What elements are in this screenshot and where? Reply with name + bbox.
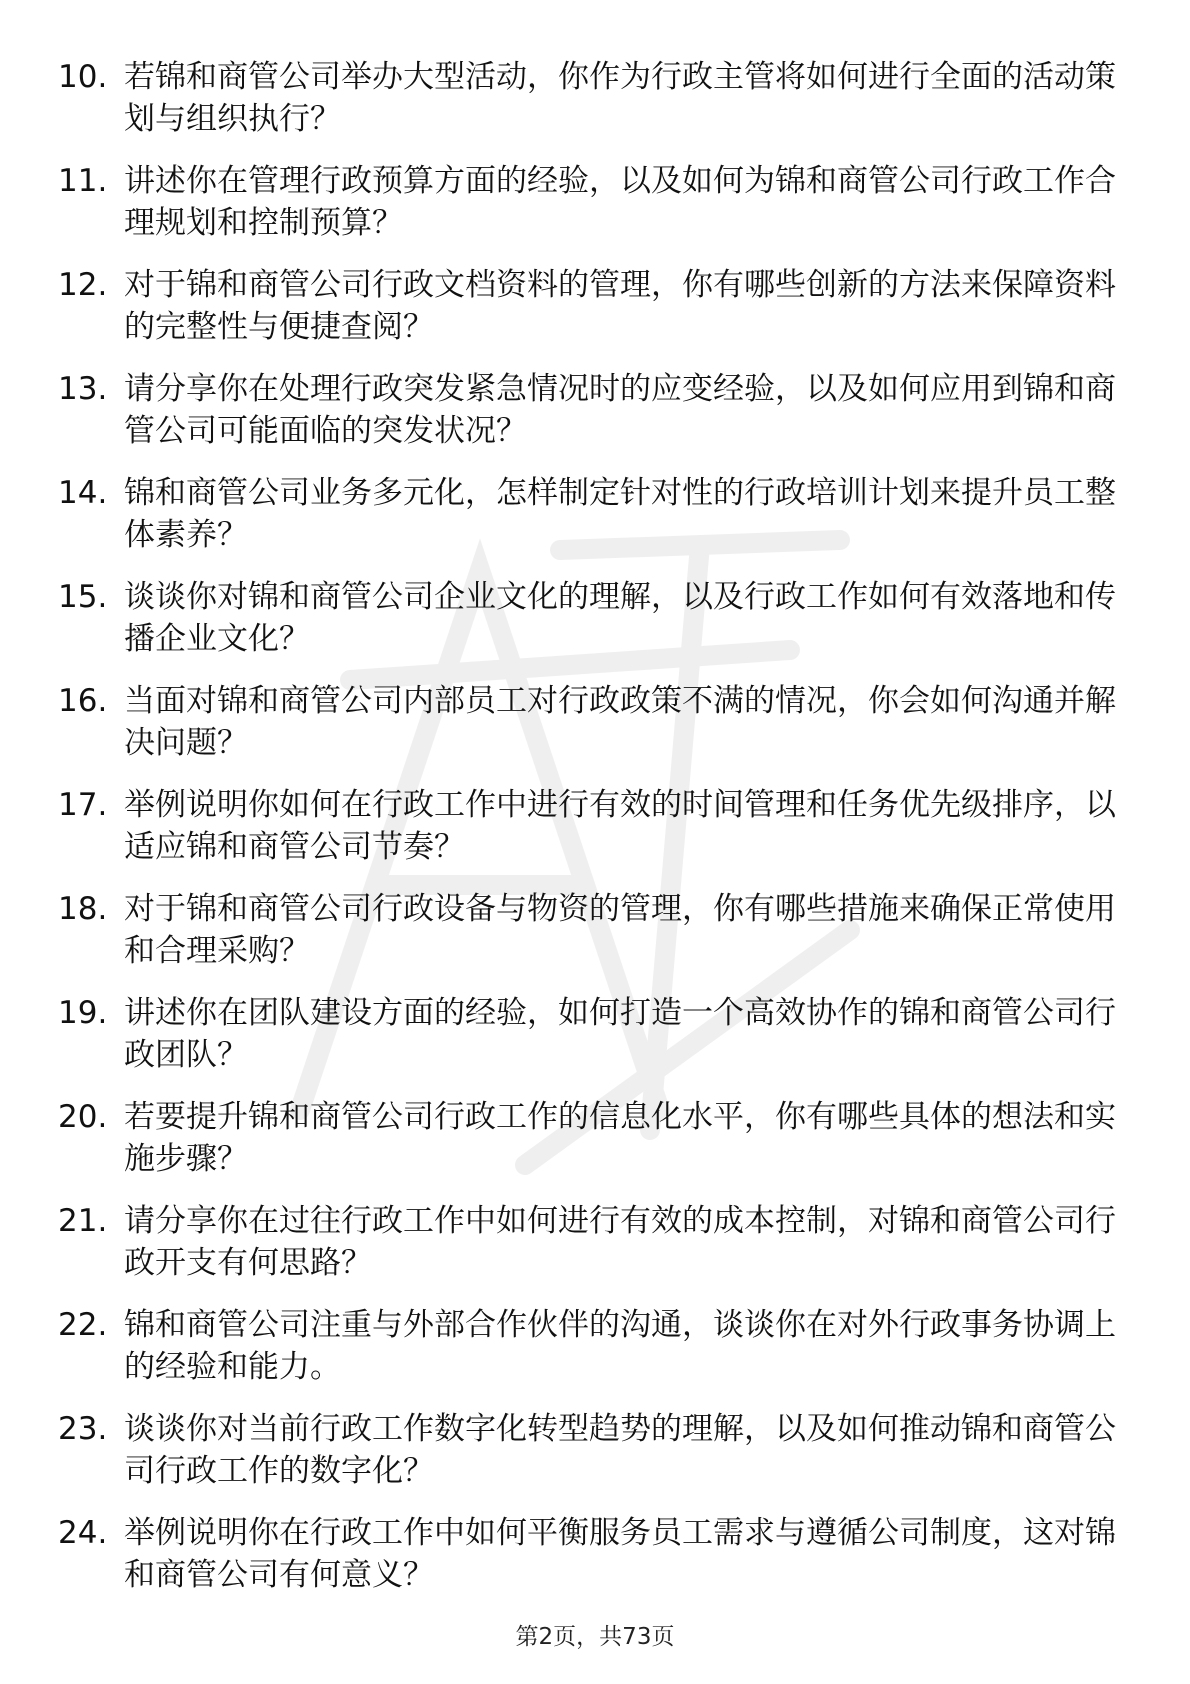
question-text: 若要提升锦和商管公司行政工作的信息化水平，你有哪些具体的想法和实施步骤？ <box>124 1099 1116 1177</box>
question-item <box>58 1200 1118 1304</box>
question-item <box>58 992 1118 1096</box>
question-item <box>58 472 1118 576</box>
question-number: 19. <box>58 995 108 1031</box>
question-number: 21. <box>58 1203 108 1239</box>
question-text: 谈谈你对锦和商管公司企业文化的理解，以及行政工作如何有效落地和传播企业文化？ <box>124 579 1116 657</box>
question-item <box>58 888 1118 992</box>
question-number: 20. <box>58 1099 108 1135</box>
question-text: 举例说明你如何在行政工作中进行有效的时间管理和任务优先级排序，以适应锦和商管公司节奏？ <box>124 787 1116 865</box>
question-text: 锦和商管公司业务多元化，怎样制定针对性的行政培训计划来提升员工整体素养？ <box>124 475 1116 553</box>
question-item <box>58 1512 1118 1616</box>
question-text: 请分享你在过往行政工作中如何进行有效的成本控制，对锦和商管公司行政开支有何思路？ <box>124 1203 1116 1281</box>
question-number: 17. <box>58 787 108 823</box>
question-number: 14. <box>58 475 108 511</box>
question-item <box>58 576 1118 680</box>
question-number: 12. <box>58 267 108 303</box>
question-text: 请分享你在处理行政突发紧急情况时的应变经验，以及如何应用到锦和商管公司可能面临的突发状况？ <box>124 371 1116 449</box>
question-text: 讲述你在团队建设方面的经验，如何打造一个高效协作的锦和商管公司行政团队？ <box>124 995 1116 1073</box>
question-text: 当面对锦和商管公司内部员工对行政政策不满的情况，你会如何沟通并解决问题？ <box>124 683 1116 761</box>
question-item <box>58 1304 1118 1408</box>
question-item <box>58 264 1118 368</box>
question-item <box>58 1096 1118 1200</box>
question-text: 若锦和商管公司举办大型活动，你作为行政主管将如何进行全面的活动策划与组织执行？ <box>124 59 1116 137</box>
question-number: 23. <box>58 1411 108 1447</box>
question-item <box>58 160 1118 264</box>
question-text: 锦和商管公司注重与外部合作伙伴的沟通，谈谈你在对外行政事务协调上的经验和能力。 <box>124 1307 1116 1385</box>
question-text: 举例说明你在行政工作中如何平衡服务员工需求与遵循公司制度，这对锦和商管公司有何意义？ <box>124 1515 1116 1593</box>
question-item <box>58 680 1118 784</box>
question-text: 谈谈你对当前行政工作数字化转型趋势的理解，以及如何推动锦和商管公司行政工作的数字化？ <box>124 1411 1116 1489</box>
question-number: 24. <box>58 1515 108 1551</box>
question-text: 对于锦和商管公司行政设备与物资的管理，你有哪些措施来确保正常使用和合理采购？ <box>124 891 1116 969</box>
question-item <box>58 784 1118 888</box>
question-number: 16. <box>58 683 108 719</box>
question-list <box>58 56 1118 1616</box>
question-number: 18. <box>58 891 108 927</box>
question-number: 15. <box>58 579 108 615</box>
question-number: 13. <box>58 371 108 407</box>
page-number: 第2页，共73页 <box>515 1624 675 1650</box>
question-text: 对于锦和商管公司行政文档资料的管理，你有哪些创新的方法来保障资料的完整性与便捷查阅？ <box>124 267 1116 345</box>
question-item <box>58 1408 1118 1512</box>
question-number: 22. <box>58 1307 108 1343</box>
question-number: 11. <box>58 163 108 199</box>
question-item <box>58 368 1118 472</box>
question-text: 讲述你在管理行政预算方面的经验，以及如何为锦和商管公司行政工作合理规划和控制预算？ <box>124 163 1116 241</box>
question-item <box>58 56 1118 160</box>
question-number: 10. <box>58 59 108 95</box>
